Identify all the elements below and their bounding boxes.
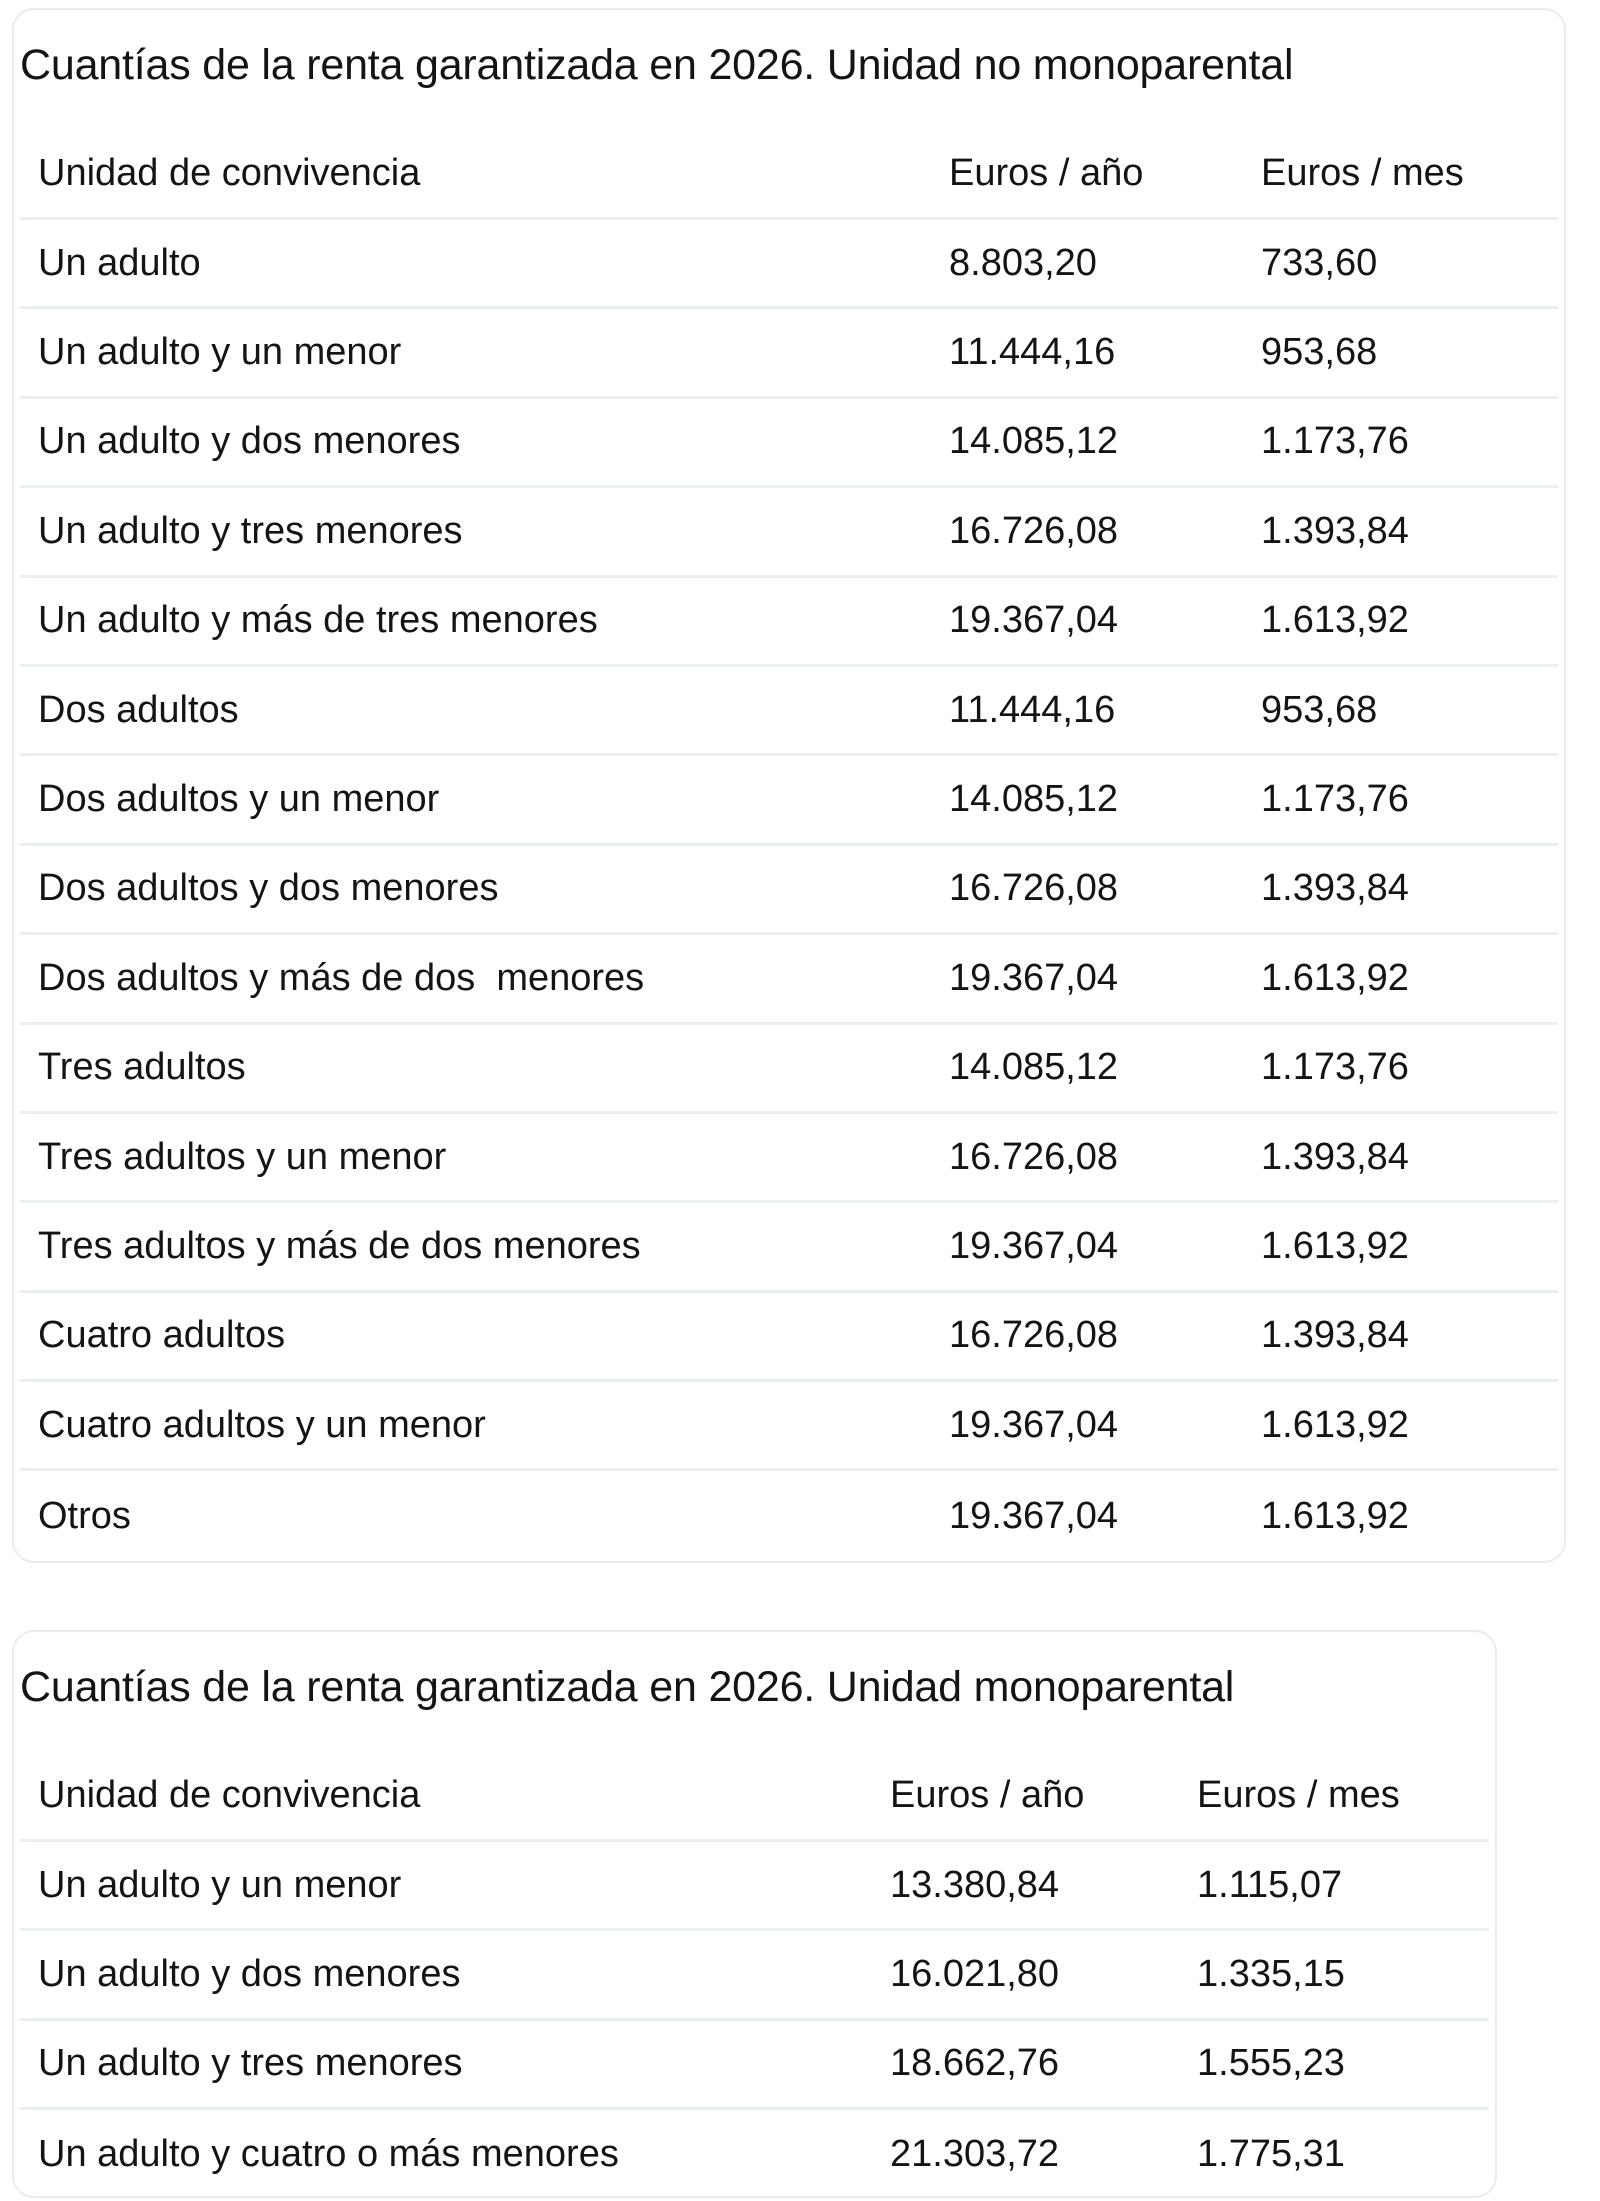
cell-month: 1.613,92 <box>1261 956 1409 999</box>
cell-unit: Un adulto y un menor <box>38 331 402 374</box>
cell-unit: Cuatro adultos <box>38 1314 286 1357</box>
cell-month: 1.393,84 <box>1261 509 1409 552</box>
cell-month: 1.775,31 <box>1197 2133 1345 2176</box>
table-header-row <box>20 130 1558 220</box>
column-header-year: Euros / año <box>949 152 1144 194</box>
table-row <box>20 935 1558 1024</box>
cell-year: 19.367,04 <box>949 1494 1119 1537</box>
cell-month: 1.173,76 <box>1261 778 1409 821</box>
cell-year: 21.303,72 <box>890 2133 1060 2176</box>
cell-month: 1.613,92 <box>1261 599 1409 642</box>
column-header-month: Euros / mes <box>1197 1774 1400 1816</box>
cell-month: 1.613,92 <box>1261 1224 1409 1267</box>
table-title: Cuantías de la renta garantizada en 2026. Unidad monoparental <box>20 1663 1235 1711</box>
table-row <box>20 309 1558 398</box>
cell-year: 14.085,12 <box>949 420 1119 463</box>
table-row <box>20 1025 1558 1114</box>
cell-unit: Dos adultos <box>38 688 239 731</box>
cell-unit: Un adulto <box>38 241 201 284</box>
cell-unit: Un adulto y dos menores <box>38 1953 461 1996</box>
cell-unit: Dos adultos y dos menores <box>38 867 499 910</box>
table-row <box>20 578 1558 667</box>
cell-year: 11.444,16 <box>949 331 1116 374</box>
cell-unit: Un adulto y un menor <box>38 1863 402 1906</box>
cell-unit: Otros <box>38 1494 131 1537</box>
table-title: Cuantías de la renta garantizada en 2026. Unidad no monoparental <box>20 41 1294 89</box>
data-table <box>20 130 1558 1561</box>
cell-unit: Cuatro adultos y un menor <box>38 1403 486 1446</box>
cell-unit: Tres adultos y un menor <box>38 1135 447 1178</box>
cell-year: 19.367,04 <box>949 1403 1119 1446</box>
cell-year: 19.367,04 <box>949 1224 1119 1267</box>
table-row <box>20 488 1558 577</box>
cell-year: 18.662,76 <box>890 2042 1060 2085</box>
cell-month: 1.393,84 <box>1261 1135 1409 1178</box>
table-row <box>20 1842 1489 1931</box>
table-row <box>20 1293 1558 1382</box>
cell-year: 16.726,08 <box>949 1135 1119 1178</box>
cell-year: 16.726,08 <box>949 1314 1119 1357</box>
table-row <box>20 2110 1489 2199</box>
cell-year: 16.021,80 <box>890 1953 1060 1996</box>
table-row <box>20 2021 1489 2110</box>
cell-year: 14.085,12 <box>949 778 1119 821</box>
table-row <box>20 1471 1558 1560</box>
cell-month: 1.613,92 <box>1261 1403 1409 1446</box>
column-header-year: Euros / año <box>890 1774 1085 1816</box>
cell-unit: Un adulto y tres menores <box>38 509 463 552</box>
column-header-unit: Unidad de convivencia <box>38 152 421 194</box>
cell-month: 1.115,07 <box>1197 1863 1343 1906</box>
cell-year: 19.367,04 <box>949 599 1119 642</box>
cell-year: 16.726,08 <box>949 867 1119 910</box>
cell-month: 953,68 <box>1261 688 1378 731</box>
cell-year: 16.726,08 <box>949 509 1119 552</box>
cell-month: 1.393,84 <box>1261 1314 1409 1357</box>
cell-unit: Un adulto y tres menores <box>38 2042 463 2085</box>
table-row <box>20 1114 1558 1203</box>
cell-month: 1.173,76 <box>1261 420 1409 463</box>
table-row <box>20 1382 1558 1471</box>
table-row <box>20 399 1558 488</box>
table-row <box>20 220 1558 309</box>
table-card-monoparental <box>12 1630 1497 2198</box>
cell-year: 11.444,16 <box>949 688 1116 731</box>
cell-unit: Tres adultos y más de dos menores <box>38 1224 641 1267</box>
cell-unit: Un adulto y más de tres menores <box>38 599 598 642</box>
cell-month: 1.393,84 <box>1261 867 1409 910</box>
cell-month: 1.173,76 <box>1261 1046 1409 1089</box>
data-table <box>20 1752 1489 2200</box>
cell-unit: Tres adultos <box>38 1046 246 1089</box>
cell-month: 1.555,23 <box>1197 2042 1345 2085</box>
cell-year: 14.085,12 <box>949 1046 1119 1089</box>
table-row <box>20 1203 1558 1292</box>
cell-unit: Un adulto y dos menores <box>38 420 461 463</box>
table-row <box>20 1931 1489 2020</box>
column-header-month: Euros / mes <box>1261 152 1464 194</box>
table-row <box>20 667 1558 756</box>
cell-year: 8.803,20 <box>949 241 1097 284</box>
cell-unit: Un adulto y cuatro o más menores <box>38 2133 619 2176</box>
cell-month: 1.613,92 <box>1261 1494 1409 1537</box>
cell-month: 1.335,15 <box>1197 1953 1345 1996</box>
table-row <box>20 846 1558 935</box>
table-card-no-monoparental <box>12 8 1566 1563</box>
column-header-unit: Unidad de convivencia <box>38 1774 421 1816</box>
table-row <box>20 756 1558 845</box>
cell-year: 19.367,04 <box>949 956 1119 999</box>
cell-unit: Dos adultos y un menor <box>38 778 440 821</box>
cell-unit: Dos adultos y más de dos menores <box>38 956 645 999</box>
cell-month: 733,60 <box>1261 241 1378 284</box>
table-header-row <box>20 1752 1489 1842</box>
cell-month: 953,68 <box>1261 331 1378 374</box>
cell-year: 13.380,84 <box>890 1863 1060 1906</box>
